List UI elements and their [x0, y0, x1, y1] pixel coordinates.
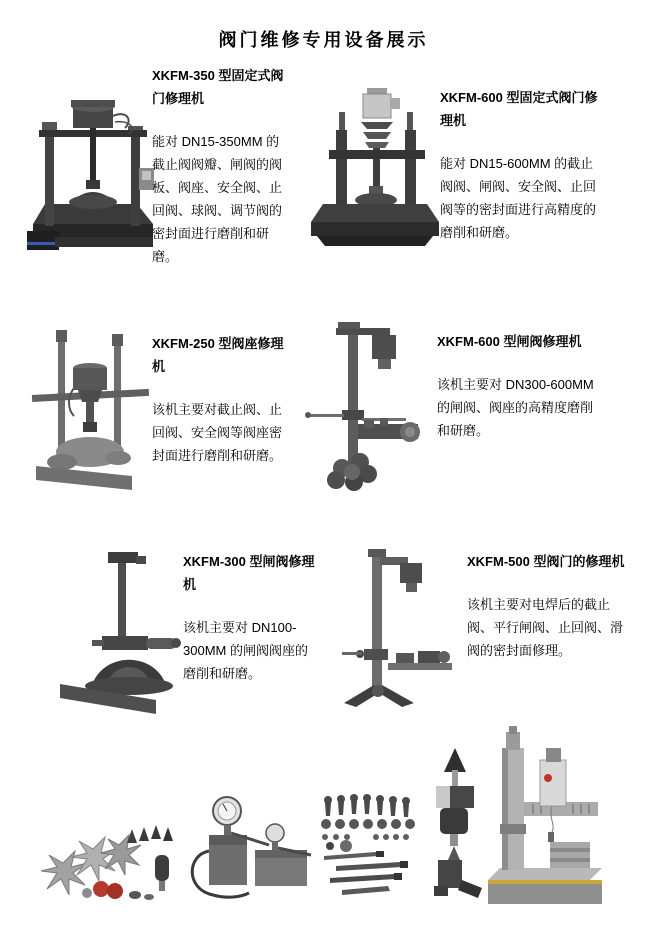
machine-photo-xkfm-300: [52, 548, 190, 714]
machine-description: 能对 DN15-350MM 的截止阀阀瓣、闸阀的阀板、阀座、安全阀、止回阀、球阀、调节阀的密封面进行磨削和研磨。: [152, 134, 283, 264]
machine-description: 该机主要对 DN300-600MM 的闸阀、阀座的高精度磨削和研磨。: [437, 377, 594, 438]
machine-info-xkfm-350: [152, 64, 285, 268]
machine-description: 该机主要对截止阀、止回阀、安全阀等阀座密封面进行磨削和研磨。: [152, 402, 283, 463]
machine-model-title: XKFM-500 型阀门的修理机: [467, 554, 625, 569]
machine-model-title: XKFM-250 型阀座修理机: [152, 336, 284, 374]
machine-info-xkfm-500: [467, 550, 629, 662]
machine-photo-xkfm-600-gate: [302, 322, 432, 494]
machine-model-title: XKFM-350 型固定式阀门修理机: [152, 68, 284, 106]
machine-info-xkfm-600-gate: [437, 330, 599, 442]
machine-info-xkfm-250: [152, 332, 287, 467]
machine-description: 该机主要对电焊后的截止阀、平行闸阀、止回阀、滑阀的密封面修理。: [467, 597, 624, 658]
machine-photo-xkfm-600-fixed: [303, 86, 445, 256]
machine-model-title: XKFM-600 型闸阀修理机: [437, 334, 582, 349]
gallery-photo-radial-drill: [486, 726, 604, 914]
machine-model-title: XKFM-300 型闸阀修理机: [183, 554, 315, 592]
machine-photo-xkfm-500: [330, 545, 462, 711]
page-title: 阀门维修专用设备展示: [218, 30, 429, 50]
gallery-photo-valve-parts: [35, 815, 183, 910]
machine-model-title: XKFM-600 型固定式阀门修理机: [440, 90, 598, 128]
gallery-photo-portable-grinder: [424, 748, 486, 910]
machine-description: 能对 DN15-600MM 的截止阀阀、闸阀、安全阀、止回阀等的密封面进行高精度的磨削和研磨。: [440, 156, 597, 240]
gallery-photo-grinding-heads: [316, 790, 424, 910]
machine-photo-xkfm-350: [25, 76, 160, 260]
machine-description: 该机主要对 DN100-300MM 的闸阀阀座的磨削和研磨。: [183, 620, 308, 681]
machine-info-xkfm-600-fixed: [440, 86, 602, 244]
gallery-photo-test-pumps: [183, 793, 315, 911]
machine-photo-xkfm-250: [28, 326, 153, 494]
machine-info-xkfm-300: [183, 550, 318, 685]
